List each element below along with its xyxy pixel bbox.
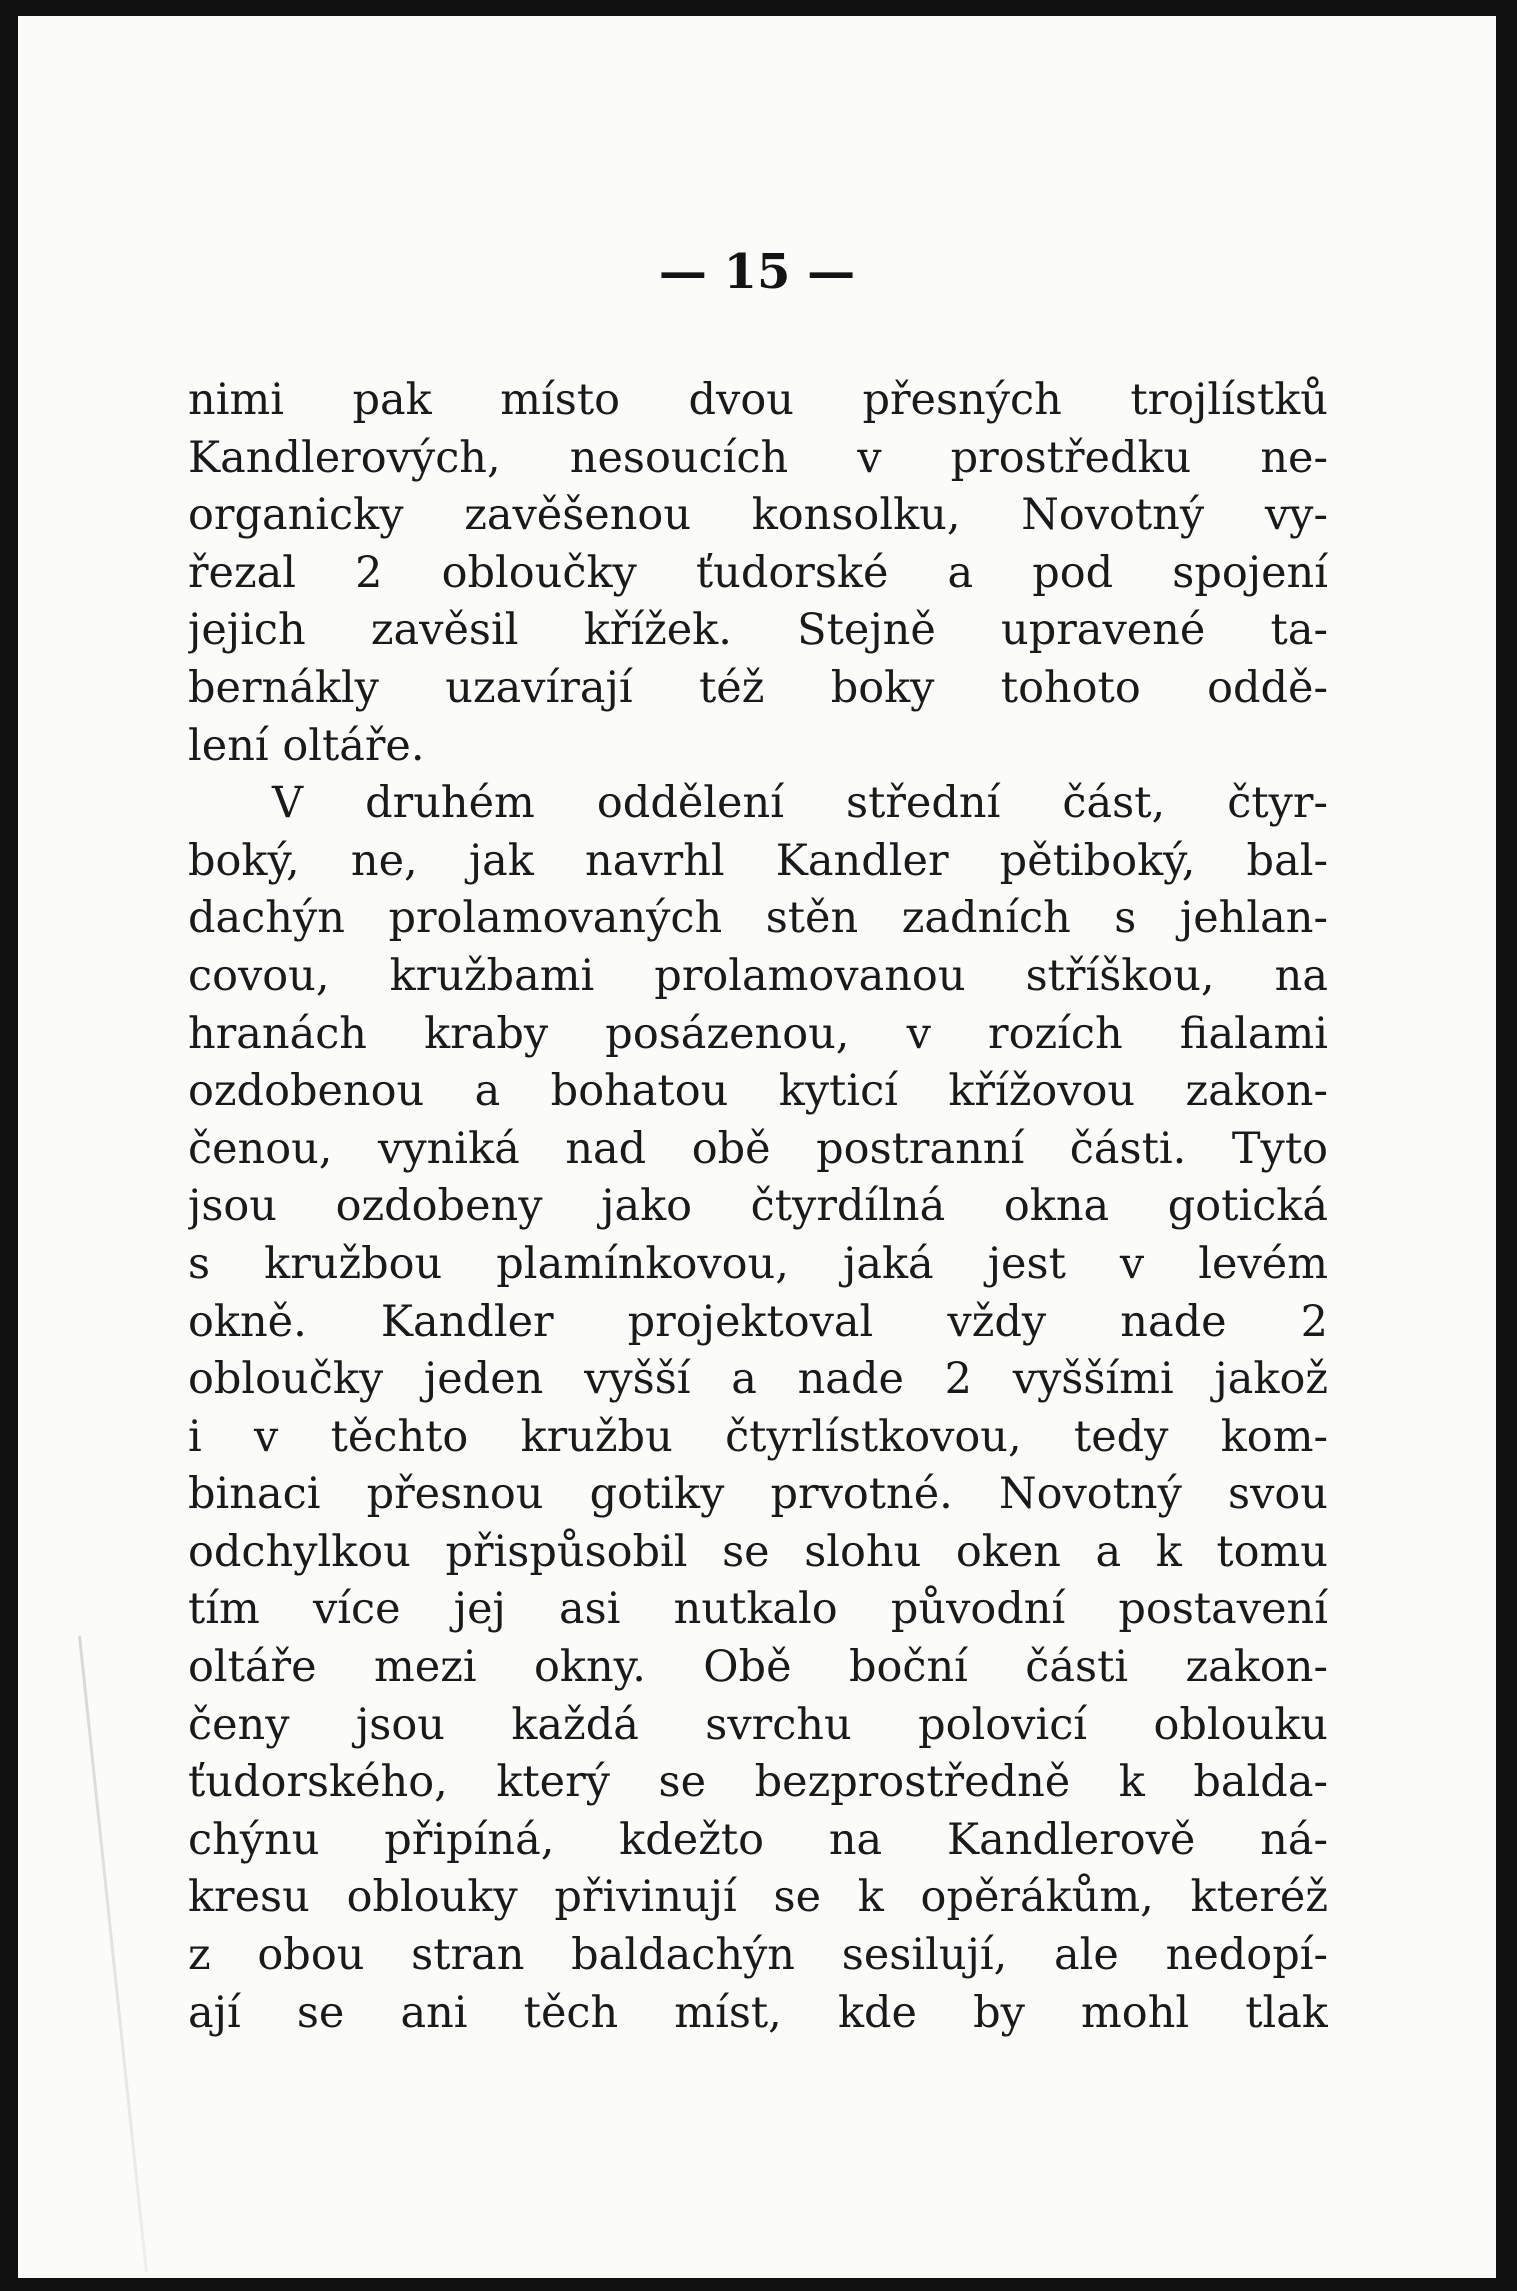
text-line: odchylkou přispůsobil se slohu oken a k tomu: [188, 1526, 1328, 1577]
book-page: [18, 16, 1496, 2278]
text-line: tím více jej asi nutkalo původní postavení: [188, 1584, 1328, 1635]
text-line: obloučky jeden vyšší a nade 2 vyššími jakož: [188, 1354, 1328, 1405]
text-line: jejich zavěsil křížek. Stejně upravené ta-: [188, 605, 1328, 656]
text-line: okně. Kandler projektoval vždy nade 2: [188, 1296, 1328, 1347]
text-line: čenou, vyniká nad obě postranní části. Tyto: [188, 1123, 1328, 1174]
text-line: s kružbou plamínkovou, jaká jest v levém: [188, 1238, 1328, 1289]
text-line: boký, ne, jak navrhl Kandler pětiboký, bal-: [188, 835, 1328, 886]
text-line: oltáře mezi okny. Obě boční části zakon-: [188, 1642, 1328, 1693]
page-number: — 15 —: [658, 244, 856, 300]
text-line: hranách kraby posázenou, v rozích fialami: [188, 1008, 1328, 1059]
text-line: ají se ani těch míst, kde by mohl tlak: [188, 1987, 1328, 2038]
text-line: kresu oblouky přivinují se k opěrákům, kteréž: [188, 1872, 1328, 1923]
body-text: [188, 372, 1328, 2042]
text-line: lení oltáře.: [188, 720, 425, 771]
text-line: ozdobenou a bohatou kyticí křížovou zakon-: [188, 1066, 1328, 1117]
text-line: i v těchto kružbu čtyrlístkovou, tedy kom-: [188, 1411, 1328, 1462]
text-line: covou, kružbami prolamovanou stříškou, na: [188, 950, 1328, 1001]
text-line: ťudorského, který se bezprostředně k balda-: [188, 1757, 1328, 1808]
text-line: nimi pak místo dvou přesných trojlístků: [188, 375, 1328, 425]
text-line: binaci přesnou gotiky prvotné. Novotný svou: [188, 1469, 1328, 1520]
text-line: chýnu připíná, kdežto na Kandlerově ná-: [188, 1814, 1328, 1865]
text-line-paragraph-start: V druhém oddělení střední část, čtyr-: [272, 778, 1328, 829]
text-line: organicky zavěšenou konsolku, Novotný vy-: [188, 490, 1328, 541]
text-line: čeny jsou každá svrchu polovicí oblouku: [188, 1699, 1328, 1750]
page-edge-shadow: [78, 1636, 148, 2273]
text-line: jsou ozdobeny jako čtyrdílná okna gotická: [188, 1181, 1328, 1232]
text-line: dachýn prolamovaných stěn zadních s jehlan-: [188, 893, 1328, 944]
text-line: z obou stran baldachýn sesilují, ale nedopí-: [188, 1930, 1328, 1981]
text-line: Kandlerových, nesoucích v prostředku ne-: [188, 432, 1328, 483]
text-line: řezal 2 obloučky ťudorské a pod spojení: [188, 547, 1328, 598]
text-line: bernákly uzavírají též boky tohoto oddě-: [188, 662, 1328, 713]
